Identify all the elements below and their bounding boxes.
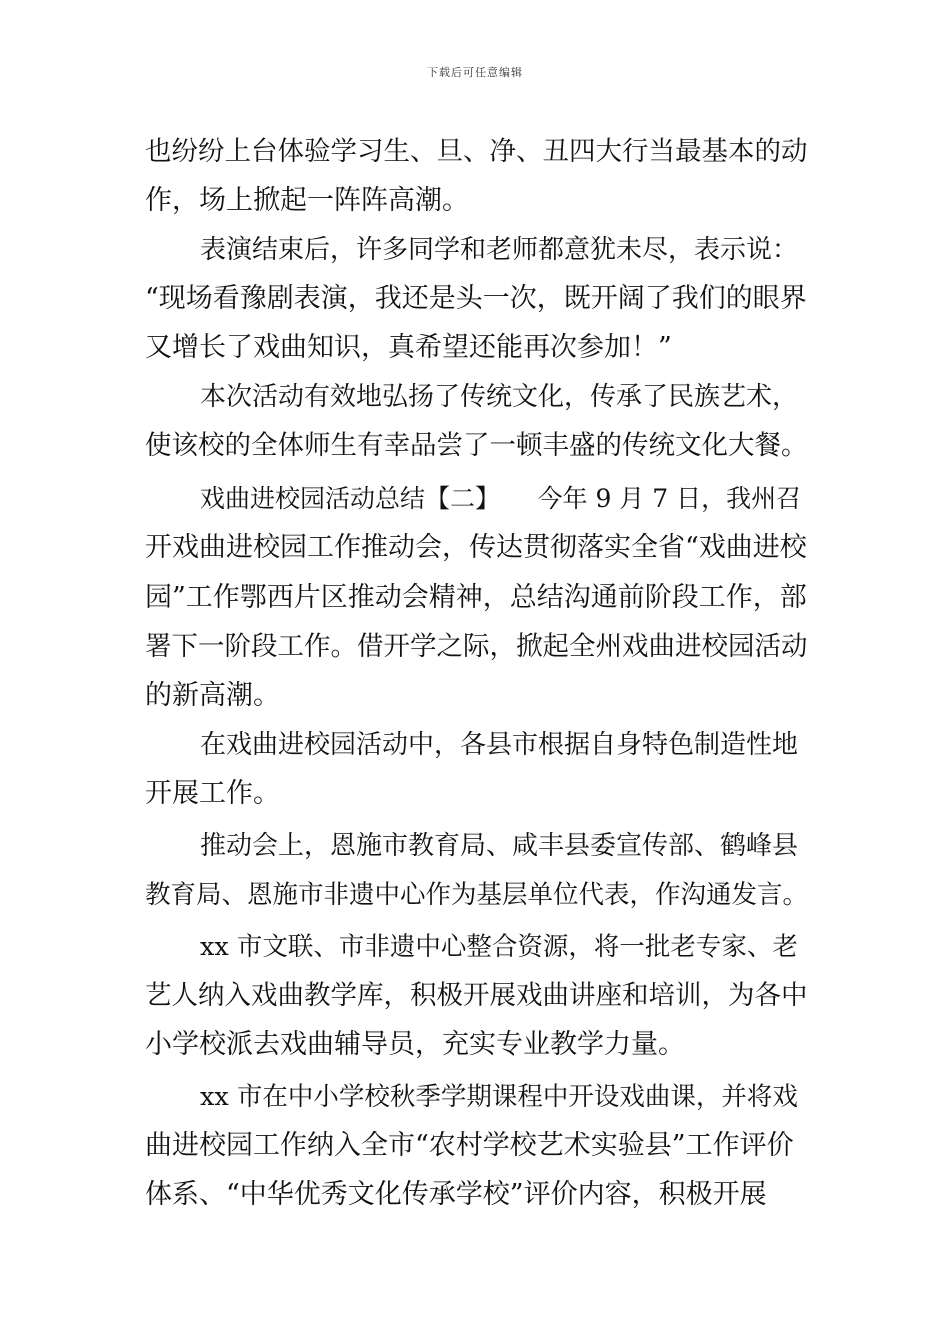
text-line: 又增长了戏曲知识，真希望还能再次参加！”: [145, 332, 672, 363]
text-line: 教育局、恩施市非遗中心作为基层单位代表，作沟通发言。: [145, 880, 809, 910]
text-line: 使该校的全体师生有幸品尝了一顿丰盛的传统文化大餐。: [145, 430, 808, 461]
text-line: 的新高潮。: [145, 680, 280, 711]
text-line: 开戏曲进校园工作推动会，传达贯彻落实全省“戏曲进校: [145, 532, 807, 563]
text-line: 艺人纳入戏曲教学库，积极开展戏曲讲座和培训，为各中: [145, 980, 808, 1011]
text-line: 也纷纷上台体验学习生、旦、净、丑四大行当最基本的动: [145, 136, 808, 167]
text-line: 体系、“中华优秀文化传承学校”评价内容，积极开展: [145, 1179, 767, 1210]
text-line: 表演结束后，许多同学和老师都意犹未尽，表示说：: [200, 235, 799, 265]
text-line: xx 市在中小学校秋季学期课程中开设戏曲课，并将戏: [200, 1082, 798, 1112]
text-line: xx 市文联、市非遗中心整合资源，将一批老专家、老: [200, 932, 798, 962]
text-line: 作，场上掀起一阵阵高潮。: [145, 185, 469, 216]
text-line: 推动会上，恩施市教育局、咸丰县委宣传部、鹤峰县: [200, 831, 799, 861]
text-line: 曲进校园工作纳入全市“农村学校艺术实验县”工作评价: [145, 1130, 794, 1161]
text-line: 小学校派去戏曲辅导员，充实专业教学力量。: [145, 1029, 685, 1060]
text-line: “现场看豫剧表演，我还是头一次，既开阔了我们的眼界: [145, 283, 807, 314]
text-line: 本次活动有效地弘扬了传统文化，传承了民族艺术，: [200, 382, 799, 412]
text-line: 署下一阶段工作。借开学之际，掀起全州戏曲进校园活动: [145, 631, 808, 662]
page-header: 下载后可任意编辑: [427, 66, 523, 79]
text-line: 在戏曲进校园活动中，各县市根据自身特色制造性地: [200, 730, 799, 760]
section-heading-line: 戏曲进校园活动总结【二】 今年 9 月 7 日，我州召: [200, 484, 802, 513]
text-line: 园”工作鄂西片区推动会精神，总结沟通前阶段工作，部: [145, 582, 807, 613]
text-line: 开展工作。: [145, 778, 280, 809]
